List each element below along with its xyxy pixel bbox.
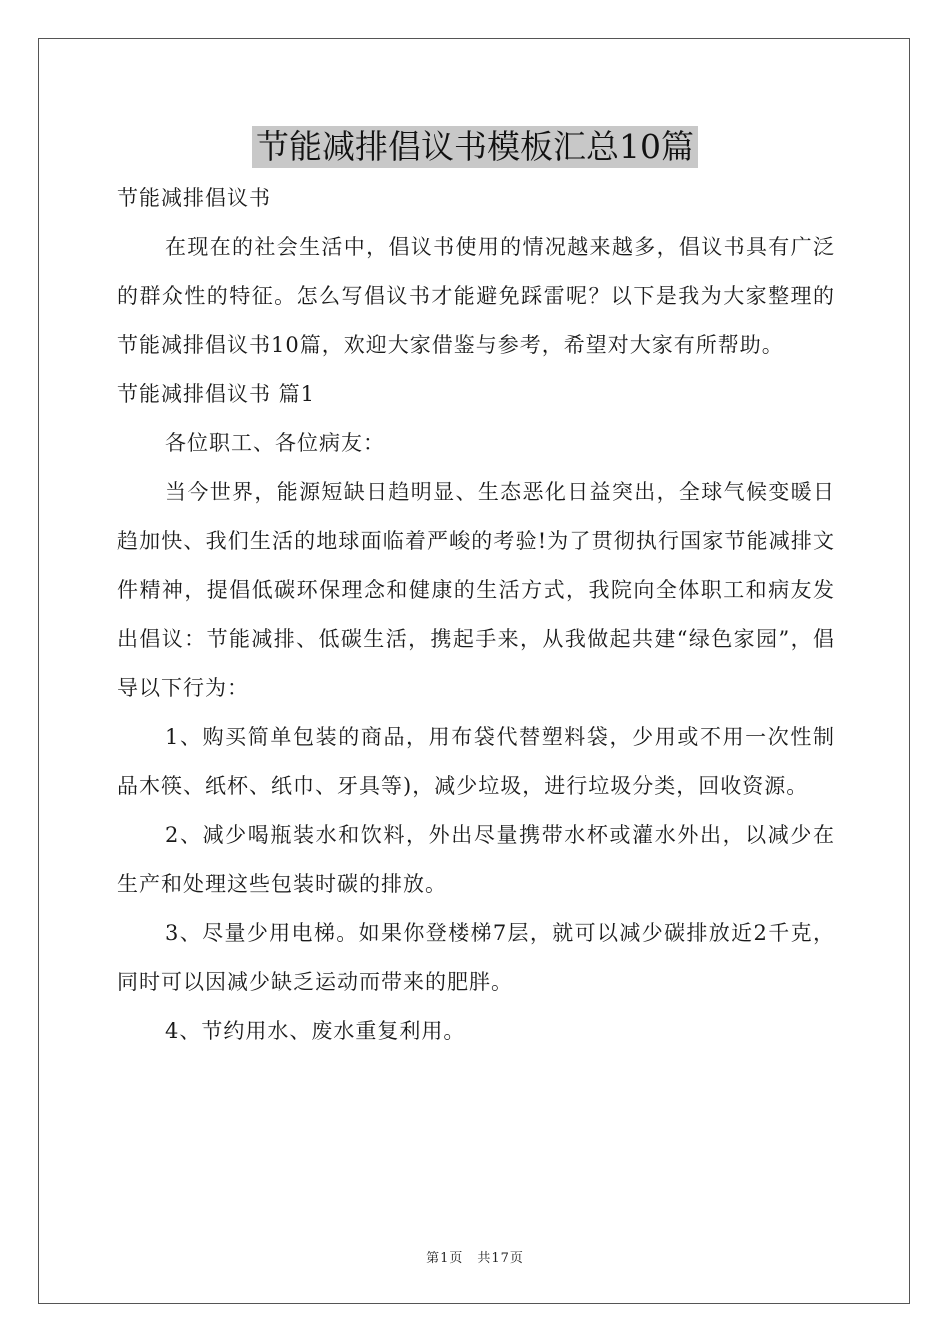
paragraph: 在现在的社会生活中，倡议书使用的情况越来越多，倡议书具有广泛的群众性的特征。怎么写倡议书才能避免踩雷呢？以下是我为大家整理的节能减排倡议书10篇，欢迎大家借鉴与参考，希望对大家有所帮助。 [117,235,835,357]
section-heading: 节能减排倡议书 篇1 [117,382,316,406]
paragraph: 各位职工、各位病友： [165,431,385,455]
document-title: 节能减排倡议书模板汇总10篇 [252,126,698,168]
paragraph: 当今世界，能源短缺日趋明显、生态恶化日益突出，全球气候变暖日趋加快、我们生活的地球面临着严峻的考验!为了贯彻执行国家节能减排文件精神，提倡低碳环保理念和健康的生活方式，我院向全体职工和病友发出倡议：节能减排、低碳生活，携起手来，从我做起共建“绿色家园”，倡导以下行为： [117,480,835,700]
document-body [117,174,835,1056]
list-item: 2、减少喝瓶装水和饮料，外出尽量携带水杯或灌水外出，以减少在生产和处理这些包装时碳的排放。 [117,823,835,896]
title-container [0,126,950,168]
list-item: 1、购买简单包装的商品，用布袋代替塑料袋，少用或不用一次性制品木筷、纸杯、纸巾、牙具等)，减少垃圾，进行垃圾分类，回收资源。 [117,725,835,798]
list-item: 3、尽量少用电梯。如果你登楼梯7层，就可以减少碳排放近2千克，同时可以因减少缺乏运动而带来的肥胖。 [117,921,835,994]
paragraph: 节能减排倡议书 [117,186,271,210]
list-item: 4、节约用水、废水重复利用。 [165,1019,466,1043]
page-footer: 第1页 共17页 [426,1251,524,1266]
